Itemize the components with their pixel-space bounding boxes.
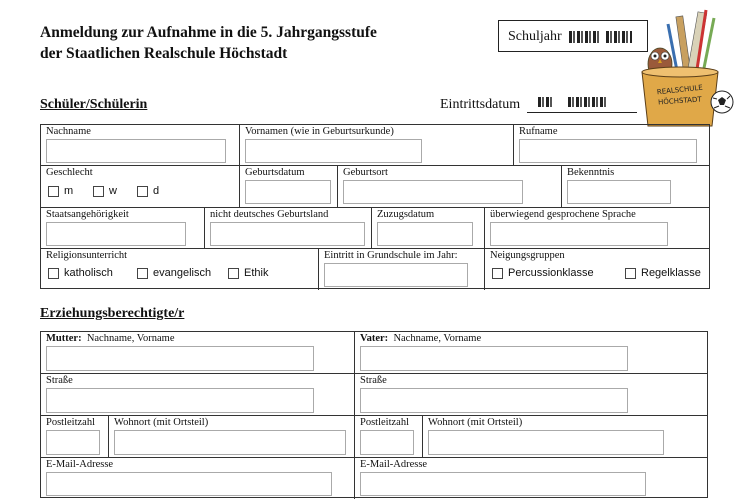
religionsunterricht-label: Religionsunterricht <box>46 250 128 261</box>
eintritt-grundschule-input[interactable] <box>324 263 468 287</box>
sprache-label: überwiegend gesprochene Sprache <box>490 209 636 220</box>
bekenntnis-input[interactable] <box>567 180 671 204</box>
schuljahr-box[interactable] <box>498 20 648 52</box>
mutter-plz-cell <box>41 416 109 457</box>
sprache-input[interactable] <box>490 222 668 246</box>
parents-row-names <box>41 332 707 374</box>
nachname-cell <box>41 125 240 165</box>
student-section-title: Schüler/Schülerin <box>40 97 148 112</box>
staatsangehoerigkeit-input[interactable] <box>46 222 186 246</box>
geburtsdatum-input[interactable] <box>245 180 331 204</box>
neigungsgruppen-cell <box>485 249 709 290</box>
geburtsdatum-cell <box>240 166 338 207</box>
neigungsgruppen-label: Neigungsgruppen <box>490 250 565 261</box>
vater-wohnort-label: Wohnort (mit Ortsteil) <box>428 417 523 428</box>
rufname-label: Rufname <box>519 126 558 137</box>
rufname-cell <box>514 125 709 165</box>
redacted-date-part2 <box>568 97 608 107</box>
mutter-plz-input[interactable] <box>46 430 100 455</box>
mutter-plz-label: Postleitzahl <box>46 417 95 428</box>
religion-evangelisch-checkbox[interactable]: evangelisch <box>137 267 211 279</box>
parents-section-title: Erziehungsberechtigte/r <box>40 306 185 321</box>
religionsunterricht-cell <box>41 249 319 290</box>
eintritt-label: Eintrittsdatum <box>440 97 521 112</box>
neigung-regel-checkbox[interactable]: Regelklasse <box>625 267 701 279</box>
logo-text-line2: HÖCHSTADT <box>657 95 702 107</box>
parents-row-email <box>41 458 707 499</box>
vornamen-input[interactable] <box>245 139 422 163</box>
staatsangehoerigkeit-label: Staatsangehörigkeit <box>46 209 129 220</box>
geschlecht-w-checkbox[interactable]: w <box>93 185 117 197</box>
mutter-email-label: E-Mail-Adresse <box>46 459 114 470</box>
eintritt-underline[interactable] <box>527 112 637 113</box>
parents-grid <box>40 331 708 498</box>
form-title-line2: der Staatlichen Realschule Höchstadt <box>40 45 288 62</box>
mutter-strasse-cell <box>41 374 355 415</box>
geburtsort-label: Geburtsort <box>343 167 388 178</box>
geschlecht-m-checkbox[interactable]: m <box>48 185 73 197</box>
eintritt-grundschule-cell <box>319 249 485 290</box>
nachname-label: Nachname <box>46 126 91 137</box>
vater-email-cell <box>355 458 707 499</box>
vater-email-label: E-Mail-Adresse <box>360 459 428 470</box>
geschlecht-label: Geschlecht <box>46 167 93 178</box>
student-row-names <box>41 125 709 166</box>
redacted-year-part2 <box>606 31 632 43</box>
geschlecht-cell <box>41 166 240 207</box>
religion-katholisch-checkbox[interactable]: katholisch <box>48 267 113 279</box>
mutter-wohnort-cell <box>109 416 355 457</box>
mutter-wohnort-label: Wohnort (mit Ortsteil) <box>114 417 209 428</box>
eintritt-grundschule-label: Eintritt in Grundschule im Jahr: <box>324 250 458 261</box>
vater-email-input[interactable] <box>360 472 646 496</box>
vater-strasse-label: Straße <box>360 375 387 386</box>
zuzugsdatum-cell <box>372 208 485 248</box>
religion-ethik-checkbox[interactable]: Ethik <box>228 267 268 279</box>
vater-name-input[interactable] <box>360 346 628 371</box>
vater-strasse-cell <box>355 374 707 415</box>
mutter-email-input[interactable] <box>46 472 332 496</box>
school-logo-icon <box>634 6 734 130</box>
geburtsort-input[interactable] <box>343 180 523 204</box>
mutter-strasse-label: Straße <box>46 375 73 386</box>
mutter-name-input[interactable] <box>46 346 314 371</box>
redacted-date-part1 <box>538 97 552 107</box>
rufname-input[interactable] <box>519 139 697 163</box>
student-grid <box>40 124 710 289</box>
schuljahr-label: Schuljahr <box>508 29 562 44</box>
geburtsland-label: nicht deutsches Geburtsland <box>210 209 329 220</box>
zuzugsdatum-input[interactable] <box>377 222 473 246</box>
mutter-email-cell <box>41 458 355 499</box>
nachname-input[interactable] <box>46 139 226 163</box>
staatsangehoerigkeit-cell <box>41 208 205 248</box>
vater-name-label: Vater: Nachname, Vorname <box>360 333 482 344</box>
zuzugsdatum-label: Zuzugsdatum <box>377 209 435 220</box>
mutter-wohnort-input[interactable] <box>114 430 346 455</box>
geburtsland-input[interactable] <box>210 222 365 246</box>
logo-text-line1: REALSCHULE <box>656 83 704 97</box>
vornamen-cell <box>240 125 514 165</box>
sprache-cell <box>485 208 709 248</box>
geburtsland-cell <box>205 208 372 248</box>
vater-plz-cell <box>355 416 423 457</box>
vater-wohnort-input[interactable] <box>428 430 664 455</box>
vater-plz-input[interactable] <box>360 430 414 455</box>
geburtsort-cell <box>338 166 562 207</box>
bekenntnis-cell <box>562 166 709 207</box>
neigung-percussion-checkbox[interactable]: Percussionklasse <box>492 267 594 279</box>
vater-wohnort-cell <box>423 416 707 457</box>
vater-name-cell <box>355 332 707 373</box>
student-row-religion <box>41 249 709 290</box>
form-title <box>40 22 377 64</box>
vornamen-label: Vornamen (wie in Geburtsurkunde) <box>245 126 394 137</box>
geschlecht-d-checkbox[interactable]: d <box>137 185 159 197</box>
parents-row-street <box>41 374 707 416</box>
vater-strasse-input[interactable] <box>360 388 628 413</box>
form-title-line1: Anmeldung zur Aufnahme in die 5. Jahrgangsstufe <box>40 24 377 41</box>
vater-plz-label: Postleitzahl <box>360 417 409 428</box>
student-row-birth <box>41 166 709 208</box>
parents-row-city <box>41 416 707 458</box>
mutter-name-label: Mutter: Nachname, Vorname <box>46 333 175 344</box>
mutter-name-cell <box>41 332 355 373</box>
geburtsdatum-label: Geburtsdatum <box>245 167 305 178</box>
mutter-strasse-input[interactable] <box>46 388 314 413</box>
bekenntnis-label: Bekenntnis <box>567 167 615 178</box>
redacted-year-part1 <box>569 31 599 43</box>
student-row-origin <box>41 208 709 249</box>
